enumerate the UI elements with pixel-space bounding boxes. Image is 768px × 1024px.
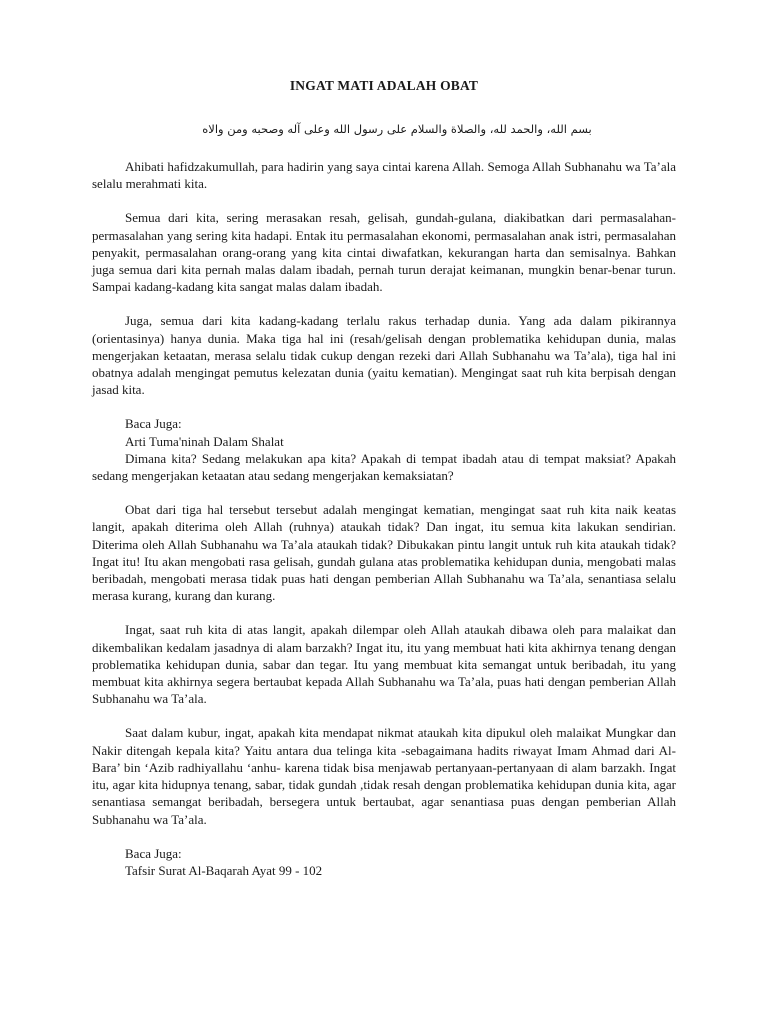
baca-juga-link[interactable]: Tafsir Surat Al-Baqarah Ayat 99 - 102 (125, 862, 323, 878)
baca-juga-label: Baca Juga: (125, 416, 182, 432)
arabic-opening: بسم الله، والحمد لله، والصلاة والسلام على رسول الله وعلى آله وصحبه ومن والاه (202, 122, 592, 136)
paragraph-problems: Semua dari kita, sering merasakan resah, gelisah, gundah-gulana, diakibatkan dari permasalahan-permasalahan yang sering kita hadapi. Entak itu permasalahan ekonomi, permasalahan anak istri, permasalahan penyakit, permasalahan orang-orang yang kita cintai diwafatkan, kekurangan harta dan semisalnya. Bahkan juga semua dari kita pernah malas dalam ibadah, pernah turun derajat keimanan, mungkin benar-benar turun. Sampai kadang-kadang kita sangat malas dalam ibadah. (92, 210, 676, 295)
paragraph-remember-soul: Ingat, saat ruh kita di atas langit, apakah dilempar oleh Allah ataukah dibawa oleh para malaikat dan dikembalikan kedalam jasadnya di alam barzakh? Ingat itu, itu yang membuat hati kita akhirnya tenang dengan problematika kehidupan dunia, sabar dan tegar. Itu yang membuat kita semangat untuk beribadah, itu yang membuat kita akhirnya segera bertaubat kepada Allah Subhanahu wa Ta’ala, puas hati dengan pemberian Allah Subhanahu wa Ta’ala. (92, 622, 676, 707)
document-title: INGAT MATI ADALAH OBAT (289, 78, 479, 93)
paragraph-where-are-we: Dimana kita? Sedang melakukan apa kita? Apakah di tempat ibadah atau di tempat maksiat? Apakah sedang mengerjakan ketaatan atau sedang mengerjakan kemaksiatan? (92, 450, 676, 484)
paragraph-greed: Juga, semua dari kita kadang-kadang terlalu rakus terhadap dunia. Yang ada dalam pikirannya (orientasinya) hanya dunia. Maka tiga hal ini (resah/gelisah dengan problematika kehidupan dunia, malas mengerjakan ketaatan, merasa selalu tidak cukup dengan rezeki dari Allah Subhanahu wa Ta’ala), tiga hal ini obatnya adalah mengingat pemutus kelezatan dunia (yaitu kematian). Mengingat saat ruh kita berpisah dengan jasad kita. (92, 313, 676, 398)
baca-juga-link[interactable]: Arti Tuma'ninah Dalam Shalat (125, 433, 284, 449)
paragraph-remedy: Obat dari tiga hal tersebut tersebut adalah mengingat kematian, mengingat saat ruh kita naik keatas langit, apakah diterima oleh Allah (ruhnya) ataukah tidak? Dan ingat, itu semua kita lakukan sendirian. Diterima oleh Allah Subhanahu wa Ta’ala ataukah tidak? Dibukakan pintu langit untuk ruh kita ataukah tidak? Ingat itu! Itu akan mengobati rasa gelisah, gundah gulana atas problematika kehidupan dunia, mengobati malas beribadah, mengobati merasa tidak puas hati dengan pemberian Allah Subhanahu wa Ta’ala, senantiasa selalu merasa kurang, kurang dan kurang. (92, 502, 676, 604)
baca-juga-label: Baca Juga: (125, 845, 182, 861)
paragraph-greeting: Ahibati hafidzakumullah, para hadirin yang saya cintai karena Allah. Semoga Allah Subhanahu wa Ta’ala selalu merahmati kita. (92, 159, 676, 192)
paragraph-grave: Saat dalam kubur, ingat, apakah kita mendapat nikmat ataukah kita dipukul oleh malaikat Mungkar dan Nakir ditengah kepala kita? Yaitu antara dua telinga kita -sebagaimana hadits riwayat Imam Ahmad dari Al-Bara’ bin ‘Azib radhiyallahu ‘anhu- karena tidak bisa menjawab pertanyaan-pertanyaan di alam barzakh. Ingat itu, agar kita hidupnya tenang, sabar, tidak gundah ,tidak resah dengan problematika kehidupan dunia kita, agar senantiasa semangat beribadah, bersegera untuk bertaubat, agar senantiasa puas dengan pemberian Allah Subhanahu wa Ta’ala. (92, 725, 676, 827)
